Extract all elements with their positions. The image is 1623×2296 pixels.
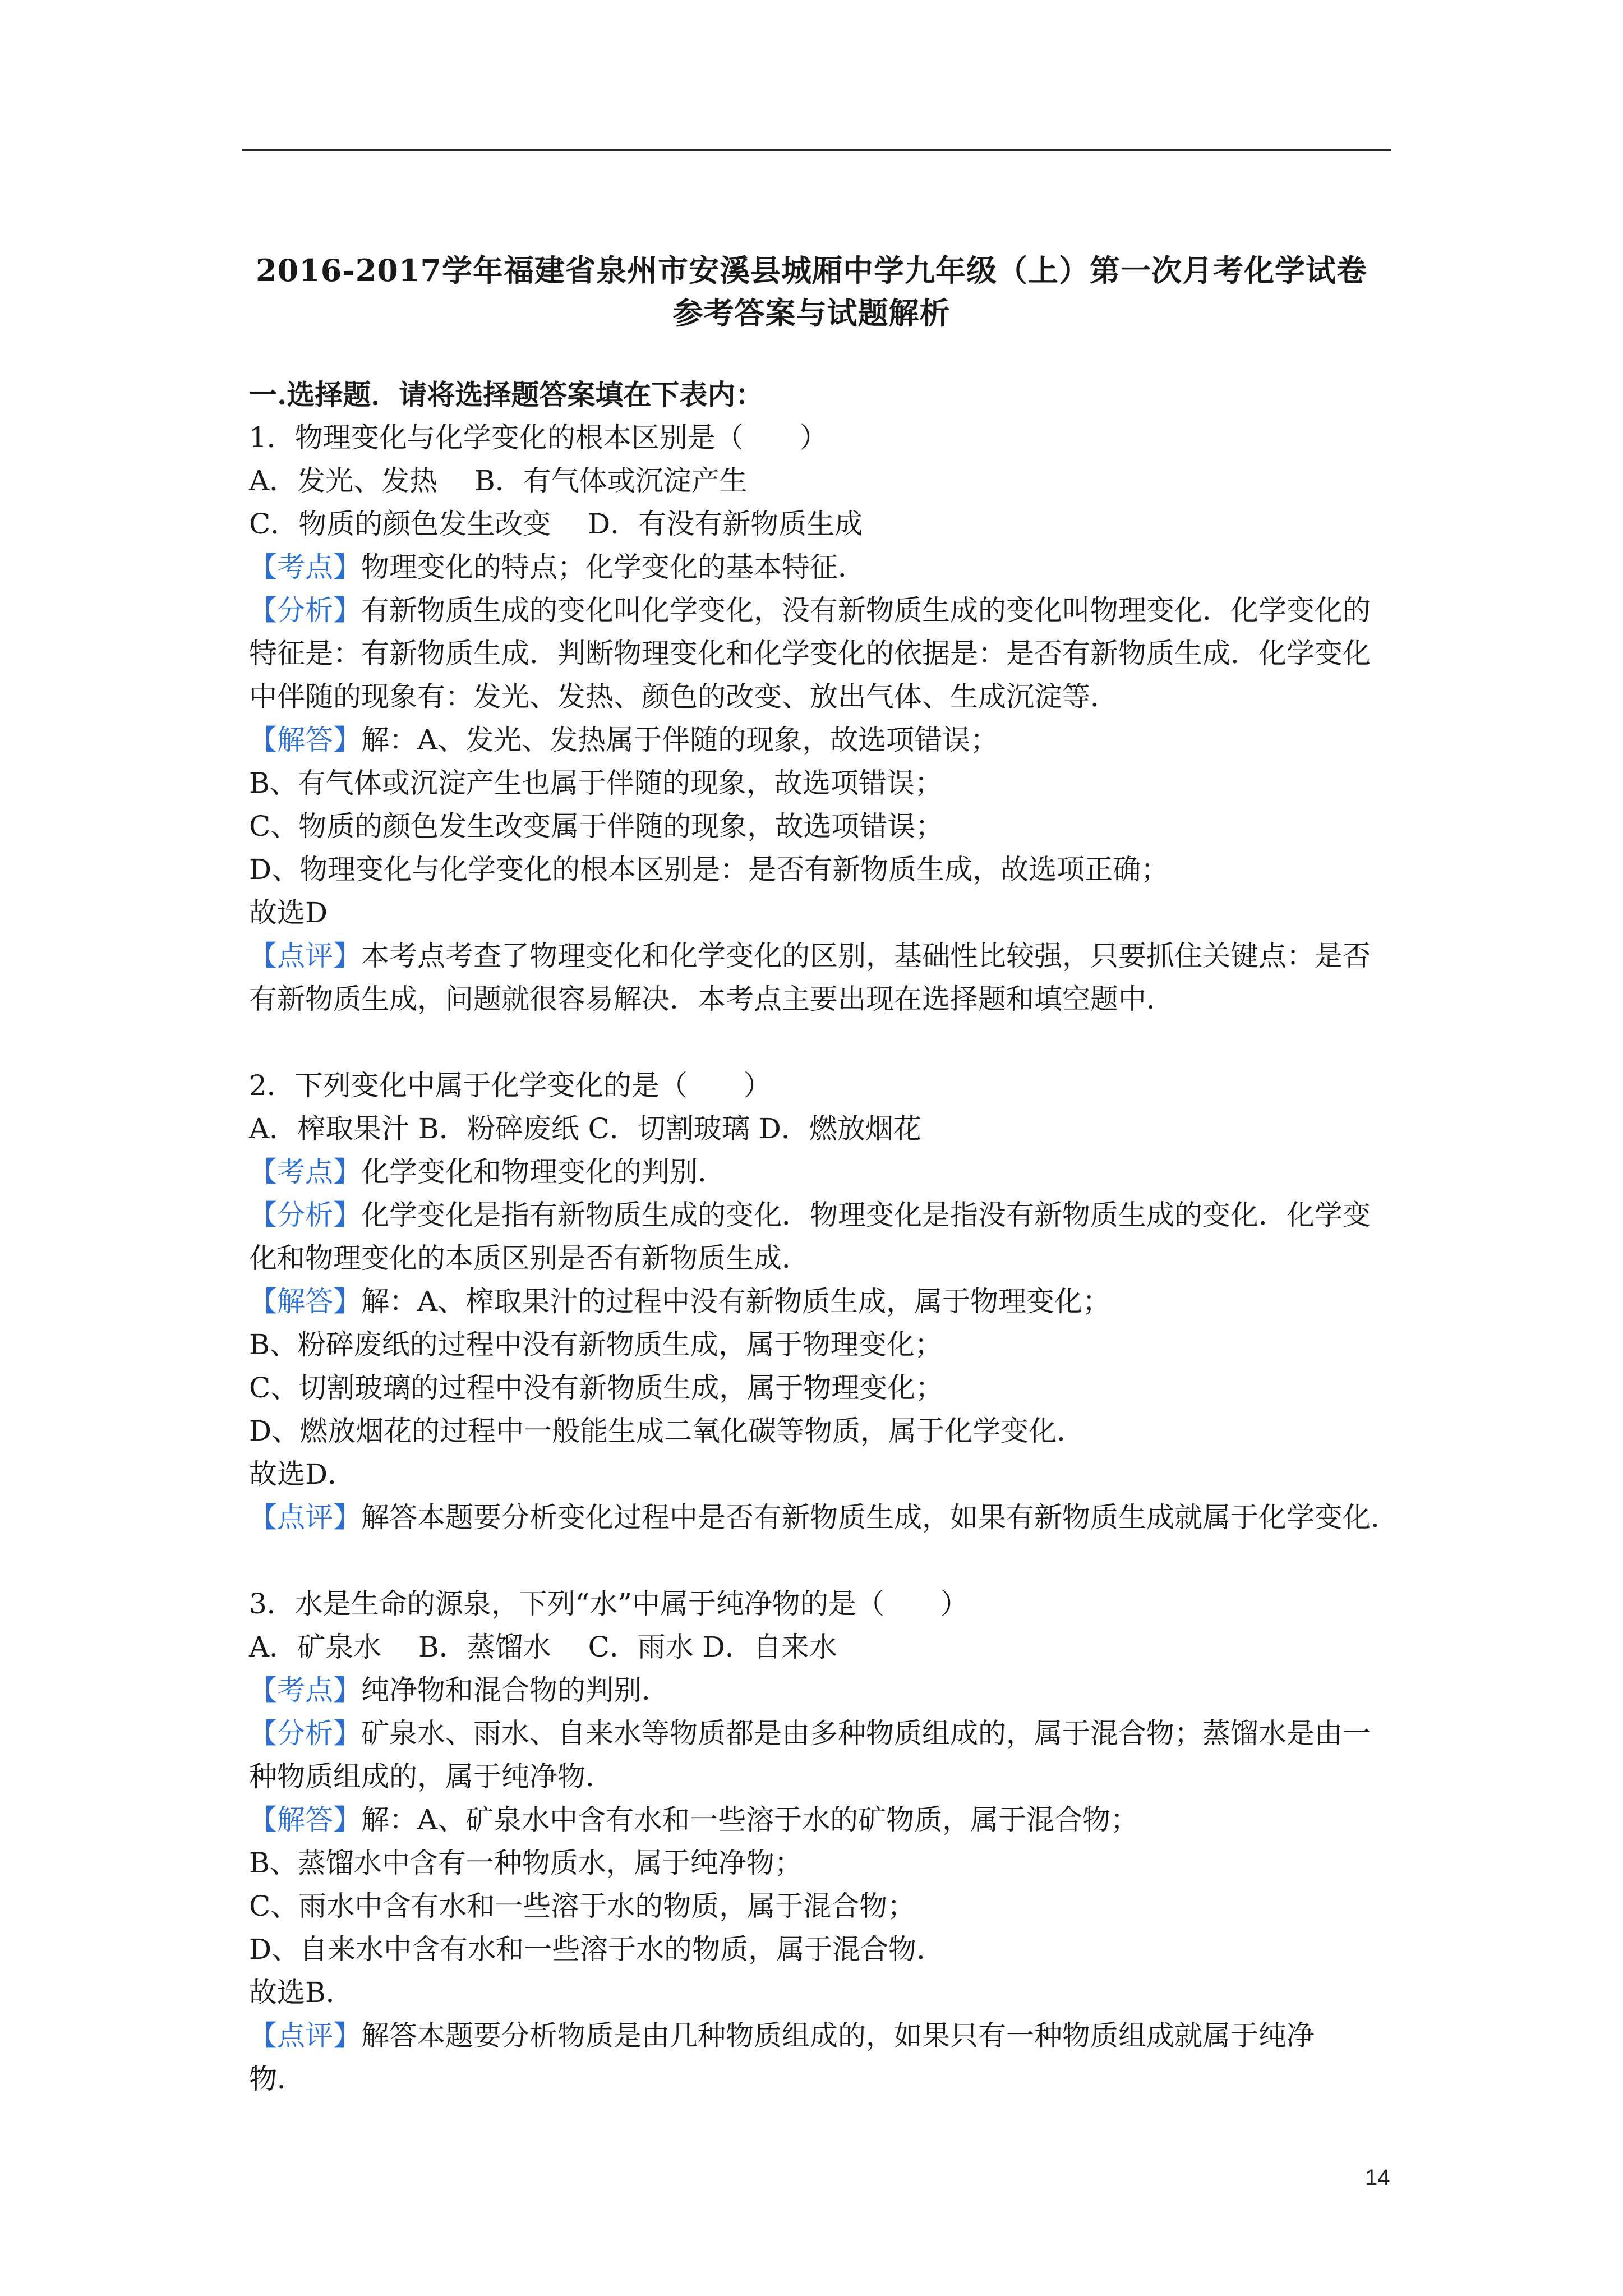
kaodian-line	[249, 546, 1393, 589]
question-stem: 2．下列变化中属于化学变化的是（ ）	[249, 1069, 772, 1102]
jieda-text: 故选D	[249, 896, 328, 929]
jieda-text: 解：A、矿泉水中含有水和一些溶于水的矿物质，属于混合物；	[361, 1803, 1139, 1836]
dianping-text: 解答本题要分析变化过程中是否有新物质生成，如果有新物质生成就属于化学变化．	[361, 1501, 1399, 1534]
kaodian-tag: 【考点】	[249, 551, 361, 583]
jieda-text: B、粉碎废纸的过程中没有新物质生成，属于物理变化；	[249, 1328, 943, 1361]
dianping-text: 解答本题要分析物质是由几种物质组成的，如果只有一种物质组成就属于纯净	[361, 2019, 1315, 2052]
fenxi-tag: 【分析】	[249, 594, 361, 627]
fenxi-text: 化和物理变化的本质区别是否有新物质生成．	[249, 1242, 810, 1274]
document-title: 2016-2017学年福建省泉州市安溪县城厢中学九年级（上）第一次月考化学试卷	[256, 252, 1367, 288]
question-options: A．矿泉水 B．蒸馏水 C．雨水 D．自来水	[249, 1631, 837, 1663]
jieda-line	[249, 1280, 1393, 1323]
jieda-tag: 【解答】	[249, 1803, 361, 1836]
fenxi-text: 矿泉水、雨水、自来水等物质都是由多种物质组成的，属于混合物；蒸馏水是由一	[361, 1717, 1371, 1750]
fenxi-line	[249, 1712, 1393, 1755]
question-options: A．发光、发热 B．有气体或沉淀产生	[249, 464, 748, 497]
document-subtitle: 参考答案与试题解析	[672, 295, 951, 331]
dianping-text: 本考点考查了物理变化和化学变化的区别，基础性比较强，只要抓住关键点：是否	[361, 940, 1371, 972]
section-title: 一.选择题．请将选择题答案填在下表内：	[249, 378, 764, 411]
fenxi-line	[249, 589, 1393, 632]
question-2	[249, 1064, 1399, 1539]
jieda-tag: 【解答】	[249, 724, 361, 756]
spacer	[249, 1539, 1393, 1582]
kaodian-tag: 【考点】	[249, 1674, 361, 1706]
jieda-text: 故选B．	[249, 1976, 354, 2009]
page-number: 14	[1365, 2165, 1390, 2190]
jieda-text: D、物理变化与化学变化的根本区别是：是否有新物质生成，故选项正确；	[249, 853, 1169, 886]
dianping-tag: 【点评】	[249, 1501, 361, 1534]
dianping-tag: 【点评】	[249, 940, 361, 972]
fenxi-text: 种物质组成的，属于纯净物．	[249, 1760, 614, 1793]
document-body	[249, 373, 1399, 2101]
jieda-line	[249, 719, 1393, 762]
jieda-text: C、雨水中含有水和一些溶于水的物质，属于混合物；	[249, 1890, 916, 1922]
fenxi-text: 有新物质生成的变化叫化学变化，没有新物质生成的变化叫物理变化．化学变化的	[361, 594, 1371, 627]
dianping-tag: 【点评】	[249, 2019, 361, 2052]
question-stem: 3．水是生命的源泉，下列“水”中属于纯净物的是（ ）	[249, 1588, 969, 1620]
jieda-text: B、蒸馏水中含有一种物质水，属于纯净物；	[249, 1847, 803, 1879]
question-1	[249, 416, 1393, 1021]
kaodian-line	[249, 1669, 1393, 1712]
spacer	[249, 1021, 1393, 1064]
question-options: C．物质的颜色发生改变 D．有没有新物质生成	[249, 508, 863, 540]
jieda-text: 解：A、发光、发热属于伴随的现象，故选项错误；	[361, 724, 999, 756]
jieda-text: C、物质的颜色发生改变属于伴随的现象，故选项错误；	[249, 810, 944, 843]
kaodian-tag: 【考点】	[249, 1156, 361, 1188]
dianping-text: 物．	[249, 2063, 305, 2095]
jieda-text: 故选D．	[249, 1458, 356, 1490]
jieda-text: B、有气体或沉淀产生也属于伴随的现象，故选项错误；	[249, 767, 943, 799]
fenxi-text: 化学变化是指有新物质生成的变化．物理变化是指没有新物质生成的变化．化学变	[361, 1199, 1371, 1231]
question-3	[249, 1582, 1393, 2101]
kaodian-text: 化学变化和物理变化的判别．	[361, 1156, 726, 1188]
jieda-text: 解：A、榨取果汁的过程中没有新物质生成，属于物理变化；	[361, 1285, 1111, 1318]
dianping-line	[249, 935, 1393, 978]
question-stem: 1．物理变化与化学变化的根本区别是（ ）	[249, 421, 828, 454]
fenxi-text: 特征是：有新物质生成．判断物理变化和化学变化的依据是：是否有新物质生成．化学变化	[249, 637, 1371, 670]
kaodian-text: 纯净物和混合物的判别．	[361, 1674, 670, 1706]
fenxi-tag: 【分析】	[249, 1717, 361, 1750]
fenxi-tag: 【分析】	[249, 1199, 361, 1231]
dianping-text: 有新物质生成，问题就很容易解决．本考点主要出现在选择题和填空题中．	[249, 983, 1174, 1015]
fenxi-line	[249, 1194, 1393, 1237]
header-rule	[242, 149, 1391, 151]
fenxi-text: 中伴随的现象有：发光、发热、颜色的改变、放出气体、生成沉淀等．	[249, 680, 1118, 713]
jieda-tag: 【解答】	[249, 1285, 361, 1318]
jieda-text: C、切割玻璃的过程中没有新物质生成，属于物理变化；	[249, 1372, 944, 1404]
dianping-line	[249, 2014, 1393, 2058]
kaodian-text: 物理变化的特点；化学变化的基本特征．	[361, 551, 866, 583]
question-options: A．榨取果汁 B．粉碎废纸 C．切割玻璃 D．燃放烟花	[249, 1112, 921, 1145]
jieda-line	[249, 1798, 1393, 1842]
dianping-line	[249, 1496, 1399, 1539]
kaodian-line	[249, 1151, 1393, 1194]
jieda-text: D、燃放烟花的过程中一般能生成二氧化碳等物质，属于化学变化．	[249, 1415, 1085, 1447]
jieda-text: D、自来水中含有水和一些溶于水的物质，属于混合物．	[249, 1933, 945, 1966]
